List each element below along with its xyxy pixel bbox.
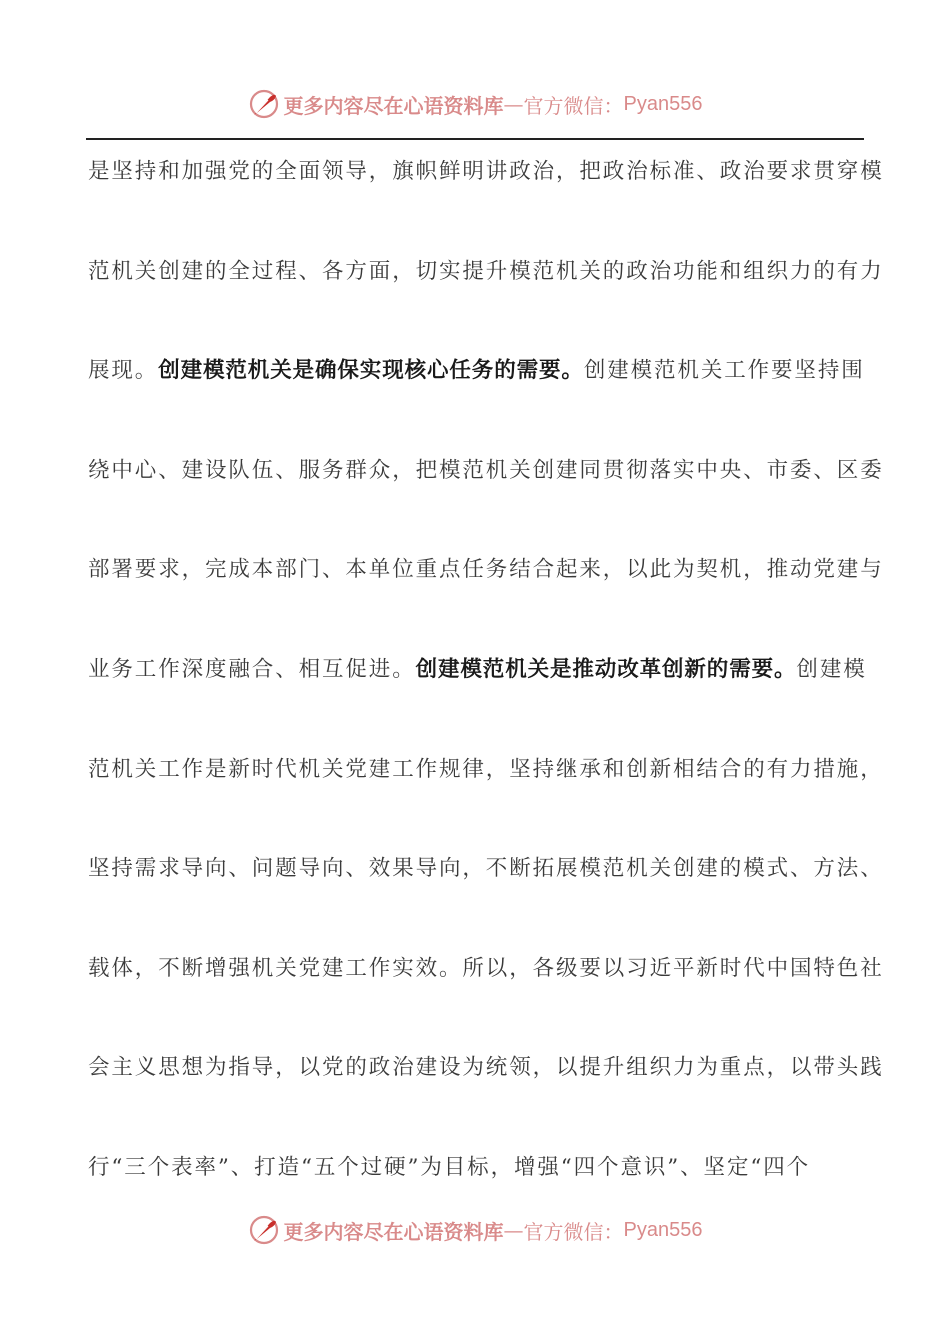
watermark-brand: 更多内容尽在心语资料库 bbox=[283, 1219, 504, 1244]
header-divider bbox=[86, 138, 864, 140]
watermark-suffix: 官方微信： bbox=[523, 93, 624, 118]
body-text-span: 业务工作深度融合、相互促进。 bbox=[88, 656, 416, 682]
body-text-span: 范机关工作是新时代机关党建工作规律，坚持继承和创新相结合的有力措施， bbox=[88, 756, 884, 782]
body-text-span: 会主义思想为指导，以党的政治建设为统领，以提升组织力为重点，以带头践 bbox=[88, 1055, 884, 1081]
text-line bbox=[88, 546, 884, 646]
text-line bbox=[88, 646, 867, 746]
body-text-span: 绕中心、建设队伍、服务群众，把模范机关创建同贯彻落实中央、市委、区委 bbox=[88, 457, 884, 483]
pen-feather-icon bbox=[248, 1214, 280, 1246]
watermark-suffix: 官方微信： bbox=[523, 1219, 624, 1244]
body-text-span: 创建模 bbox=[796, 656, 867, 682]
watermark-separator: — bbox=[503, 1218, 524, 1242]
body-text-span: 范机关创建的全过程、各方面，切实提升模范机关的政治功能和组织力的有力 bbox=[88, 258, 884, 284]
text-line bbox=[88, 148, 884, 248]
footer-watermark bbox=[0, 1210, 950, 1250]
bold-heading-text: 创建模范机关是确保实现核心任务的需要。 bbox=[158, 358, 584, 384]
body-text-span: 部署要求，完成本部门、本单位重点任务结合起来，以此为契机，推动党建与 bbox=[88, 557, 884, 583]
body-text-span: 坚持需求导向、问题导向、效果导向，不断拓展模范机关创建的模式、方法、 bbox=[88, 856, 884, 882]
text-line bbox=[88, 447, 884, 547]
document-body bbox=[88, 148, 884, 1244]
body-text-span: 载体，不断增强机关党建工作实效。所以，各级要以习近平新时代中国特色社 bbox=[88, 955, 884, 981]
text-line bbox=[88, 845, 884, 945]
text-line bbox=[88, 746, 884, 846]
body-text-span: 创建模范机关工作要坚持围 bbox=[583, 358, 865, 384]
watermark-brand: 更多内容尽在心语资料库 bbox=[283, 93, 504, 118]
body-text-span: 是坚持和加强党的全面领导，旗帜鲜明讲政治，把政治标准、政治要求贯穿模 bbox=[88, 159, 884, 184]
pen-feather-icon bbox=[248, 88, 280, 120]
bold-heading-text: 创建模范机关是推动改革创新的需要。 bbox=[415, 656, 797, 682]
text-line bbox=[88, 347, 865, 447]
header-watermark bbox=[0, 84, 950, 124]
text-line bbox=[88, 945, 884, 1045]
body-text-span: 展现。 bbox=[88, 358, 159, 384]
watermark-wechat-id: Pyan556 bbox=[623, 92, 703, 115]
body-text-span: 行“三个表率”、打造“五个过硬”为目标，增强“四个意识”、坚定“四个 bbox=[88, 1154, 811, 1180]
watermark-separator: — bbox=[503, 92, 524, 116]
text-line bbox=[88, 248, 884, 348]
watermark-wechat-id: Pyan556 bbox=[623, 1218, 703, 1241]
text-line bbox=[88, 1044, 884, 1144]
